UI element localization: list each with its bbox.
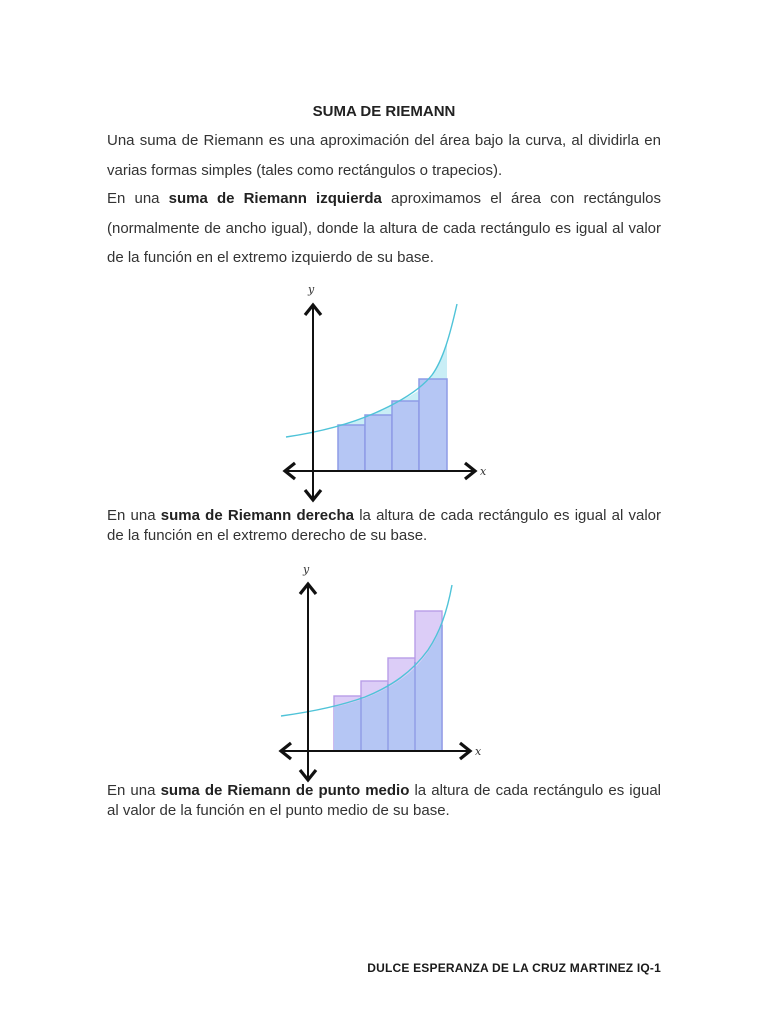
y-axis-label: y <box>303 563 310 576</box>
left-sum-text-pre: En una <box>107 190 169 207</box>
midpoint-sum-term: suma de Riemann de punto medio <box>160 782 410 799</box>
rectangle-3 <box>392 401 419 471</box>
rectangle-1 <box>338 425 365 471</box>
rectangle-4 <box>419 379 447 471</box>
left-sum-term: suma de Riemann izquierda <box>168 190 382 207</box>
right-sum-term: suma de Riemann derecha <box>160 507 354 524</box>
right-sum-text-pre: En una <box>107 507 161 524</box>
rectangle-2 <box>365 415 392 471</box>
left-sum-text-post: aproximamos el área con rectángulos (normalmente de ancho igual), donde la altura de cada rectángulo es igual al valor de la función en el extremo izquierdo de su base. <box>107 190 662 266</box>
right-sum-text-post: la altura de cada rectángulo es igual al valor de la función en el extremo derecho de su base. <box>107 507 662 544</box>
right-sum-paragraph <box>107 506 661 546</box>
left-riemann-figure <box>280 280 490 505</box>
midpoint-sum-text-post: la altura de cada rectángulo es igual al valor de la función en el punto medio de su base. <box>107 782 661 819</box>
x-axis-label: x <box>475 745 482 758</box>
x-axis-label: x <box>480 465 487 478</box>
left-sum-paragraph <box>107 184 661 273</box>
intro-paragraph: Una suma de Riemann es una aproximación del área bajo la curva, al dividirla en varias formas simples (tales como rectángulos o trapecios). <box>107 132 661 179</box>
right-riemann-figure <box>275 560 490 785</box>
page-title: SUMA DE RIEMANN <box>312 103 456 120</box>
y-axis-label: y <box>308 283 315 296</box>
midpoint-sum-text-pre: En una <box>107 782 161 799</box>
midpoint-sum-paragraph <box>107 781 661 821</box>
page-footer: DULCE ESPERANZA DE LA CRUZ MARTINEZ IQ-1 <box>367 961 661 975</box>
